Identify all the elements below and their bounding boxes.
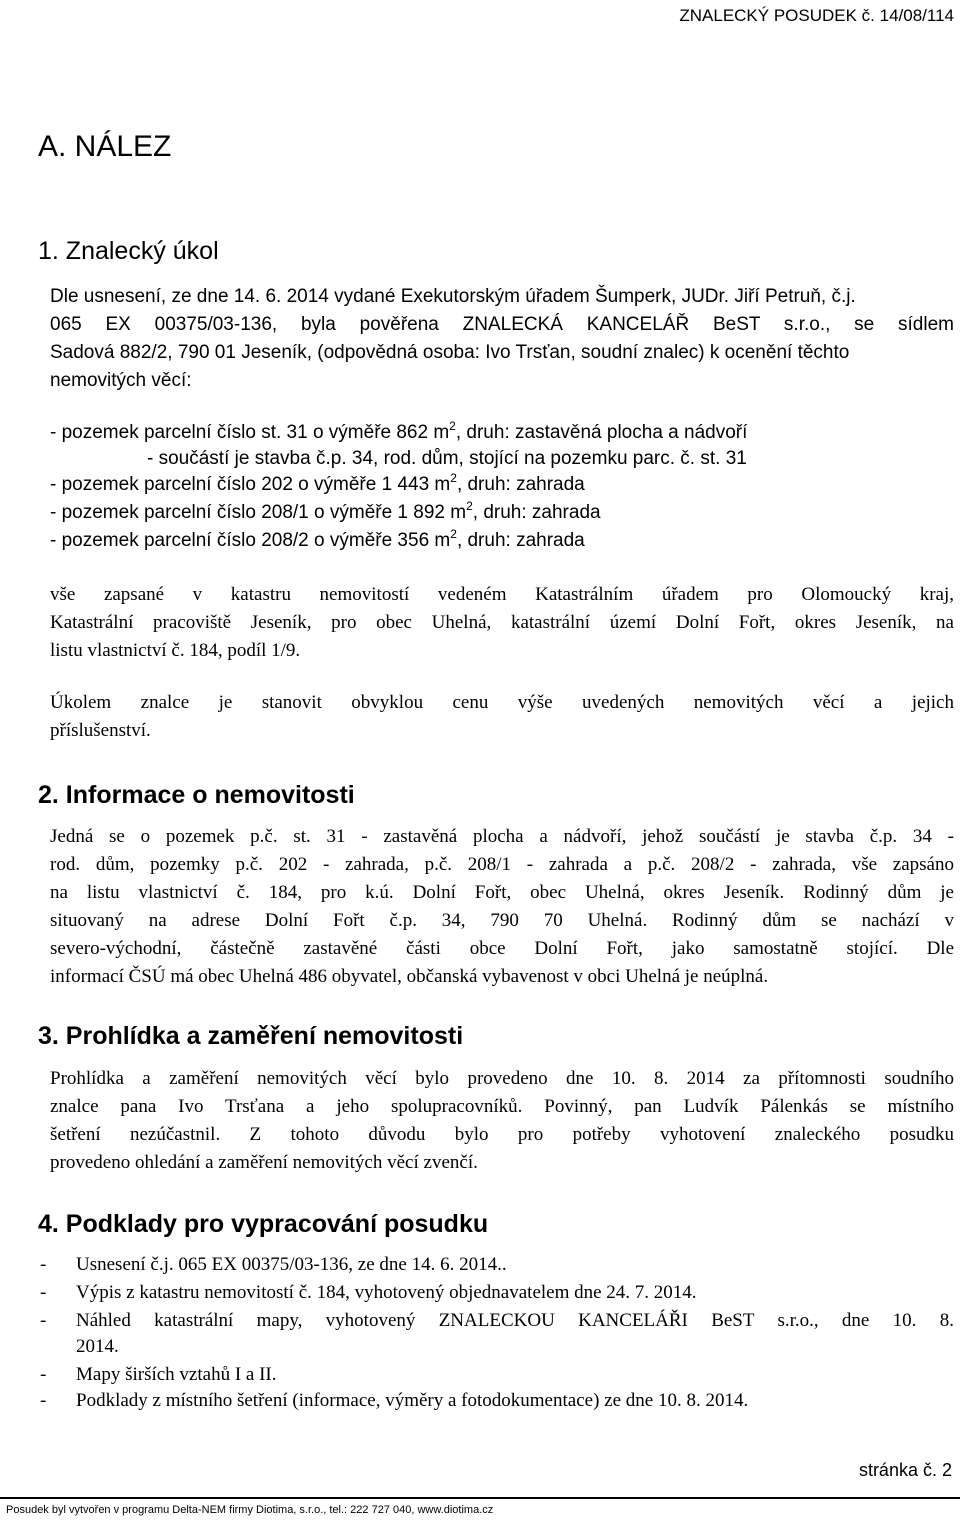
registry-line-3: listu vlastnictví č. 184, podíl 1/9. bbox=[50, 640, 301, 661]
inspection-line-1: Prohlídka a zaměření nemovitých věcí bylo provedeno dne 10. 8. 2014 za přítomnosti soudního bbox=[50, 1068, 954, 1089]
info-line-6: informací ČSÚ má obec Uhelná 486 obyvatel, občanská vybavenost v obci Uhelná je neúplná. bbox=[50, 966, 769, 987]
info-line-4: situovaný na adrese Dolní Fořt č.p. 34, 790 70 Uhelná. Rodinný dům se nachází v bbox=[50, 910, 954, 931]
footer-divider bbox=[0, 1497, 960, 1499]
page-number bbox=[859, 1460, 952, 1481]
parcel-item-1-building: - součástí je stavba č.p. 34, rod. dům, stojící na pozemku parc. č. st. 31 bbox=[147, 448, 747, 469]
info-line-3: na listu vlastnictví č. 184, pro k.ú. Dolní Fořt, obec Uhelná, okres Jeseník. Rodinný dům je bbox=[50, 882, 954, 903]
parcel-item-4: - pozemek parcelní číslo 208/2 o výměře 356 $m^2$, druh: zahrada bbox=[50, 527, 585, 551]
section-1-heading: 1. Znalecký úkol bbox=[38, 237, 219, 265]
source-item-3-line-1: Náhled katastrální mapy, vyhotovený ZNALECKOU KANCELÁŘI BeST s.r.o., dne 10. 8. bbox=[76, 1310, 954, 1331]
source-bullet-5: - bbox=[40, 1390, 47, 1411]
footer-note: Posudek byl vytvořen v programu Delta-NEM firmy Diotima, s.r.o., tel.: 222 727 040, www.diotima.cz bbox=[6, 1504, 494, 1516]
main-heading: A. NÁLEZ bbox=[38, 130, 172, 163]
info-line-5: severo-východní, částečně zastavěné části obce Dolní Fořt, jako samostatně stojící. Dle bbox=[50, 938, 954, 959]
source-bullet-4: - bbox=[40, 1364, 47, 1385]
section-3-heading: 3. Prohlídka a zaměření nemovitosti bbox=[38, 1022, 464, 1050]
info-line-2: rod. dům, pozemky p.č. 202 - zahrada, p.č. 208/1 - zahrada a p.č. 208/2 - zahrada, vše zapsáno bbox=[50, 854, 954, 875]
parcel-item-2: - pozemek parcelní číslo 202 o výměře 1 443 $m^2$, druh: zahrada bbox=[50, 471, 585, 495]
intro-line-1: Dle usnesení, ze dne 14. 6. 2014 vydané Exekutorským úřadem Šumperk, JUDr. Jiří Petruň, č.j. bbox=[50, 286, 856, 307]
page-number-value: 2 bbox=[941, 1460, 952, 1480]
intro-line-4: nemovitých věcí: bbox=[50, 370, 192, 391]
intro-line-3: Sadová 882/2, 790 01 Jeseník, (odpovědná osoba: Ivo Trsťan, soudní znalec) k ocenění těchto bbox=[50, 342, 850, 363]
source-item-2: Výpis z katastru nemovitostí č. 184, vyhotovený objednavatelem dne 24. 7. 2014. bbox=[76, 1282, 697, 1303]
source-item-5: Podklady z místního šetření (informace, výměry a fotodokumentace) ze dne 10. 8. 2014. bbox=[76, 1390, 749, 1411]
inspection-line-3: šetření nezúčastnil. Z tohoto důvodu bylo pro potřeby vyhotovení znaleckého posudku bbox=[50, 1124, 954, 1145]
section-4-heading: 4. Podklady pro vypracování posudku bbox=[38, 1210, 489, 1238]
source-bullet-1: - bbox=[40, 1254, 47, 1275]
inspection-line-2: znalce pana Ivo Trsťana a jeho spolupracovníků. Povinný, pan Ludvík Pálenkás se místního bbox=[50, 1096, 954, 1117]
inspection-line-4: provedeno ohledání a zaměření nemovitých věcí zvenčí. bbox=[50, 1152, 478, 1173]
registry-line-2: Katastrální pracoviště Jeseník, pro obec Uhelná, katastrální území Dolní Fořt, okres Jeseník, na bbox=[50, 612, 954, 633]
info-line-1: Jedná se o pozemek p.č. st. 31 - zastavěná plocha a nádvoří, jehož součástí je stavba č.p. 34 - bbox=[50, 826, 954, 847]
source-item-3-line-2: 2014. bbox=[76, 1336, 119, 1357]
parcel-item-3: - pozemek parcelní číslo 208/1 o výměře 1 892 $m^2$, druh: zahrada bbox=[50, 499, 601, 523]
registry-line-1: vše zapsané v katastru nemovitostí vedeném Katastrálním úřadem pro Olomoucký kraj, bbox=[50, 584, 954, 605]
task-line-2: příslušenství. bbox=[50, 720, 151, 741]
source-bullet-2: - bbox=[40, 1282, 47, 1303]
page-number-label: stránka č. bbox=[858, 1460, 937, 1480]
intro-line-2: 065 EX 00375/03-136, byla pověřena ZNALECKÁ KANCELÁŘ BeST s.r.o., se sídlem bbox=[50, 314, 954, 335]
document-header: ZNALECKÝ POSUDEK č. 14/08/114 bbox=[679, 6, 954, 25]
source-item-1: Usnesení č.j. 065 EX 00375/03-136, ze dne 14. 6. 2014.. bbox=[76, 1254, 507, 1275]
source-bullet-3: - bbox=[40, 1310, 47, 1331]
section-2-heading: 2. Informace o nemovitosti bbox=[38, 781, 355, 809]
source-item-4: Mapy širších vztahů I a II. bbox=[76, 1364, 277, 1385]
parcel-item-1: - pozemek parcelní číslo st. 31 o výměře 862 $m^2$, druh: zastavěná plocha a nádvoří bbox=[50, 419, 748, 443]
task-line-1: Úkolem znalce je stanovit obvyklou cenu výše uvedených nemovitých věcí a jejich bbox=[50, 692, 954, 713]
